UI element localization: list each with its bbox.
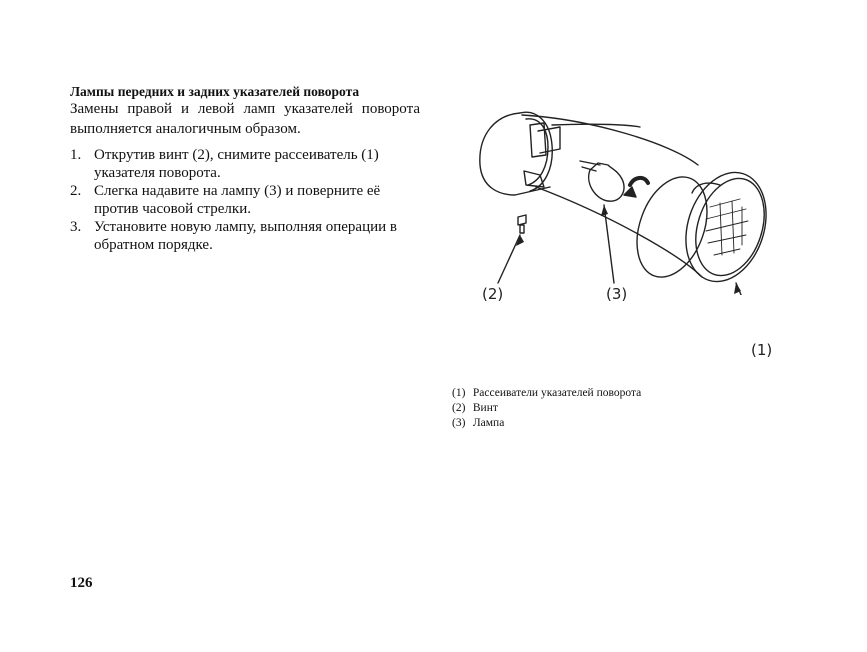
legend-text: Лампа bbox=[472, 417, 505, 429]
callout-lens-label: (1) bbox=[751, 341, 773, 359]
legend-number: (1) bbox=[452, 387, 466, 399]
legend-text: Винт bbox=[472, 402, 498, 414]
housing-shell-icon bbox=[480, 113, 550, 195]
step-number: 2. bbox=[70, 183, 82, 199]
legend-text: Рассеиватели указателей поворота bbox=[472, 387, 642, 399]
step-text: Открутив винт (2), снимите рассеиватель (1) указателя поворота. bbox=[94, 147, 379, 181]
rotate-arrow-icon bbox=[624, 187, 636, 197]
step-item bbox=[70, 146, 420, 182]
turn-signal-illustration bbox=[440, 95, 800, 359]
instruction-steps bbox=[70, 146, 420, 254]
intro-paragraph: Замены правой и левой ламп указателей поворота выполняется аналогичным образом. bbox=[70, 101, 420, 137]
callout-bulb-label: (3) bbox=[606, 285, 628, 303]
legend-number: (3) bbox=[452, 417, 466, 429]
step-text: Слегка надавите на лампу (3) и поверните её против часовой стрелки. bbox=[94, 183, 381, 217]
page-number: 126 bbox=[70, 575, 93, 591]
turn-signal-exploded-drawing bbox=[440, 95, 800, 295]
bulb-icon bbox=[589, 163, 624, 201]
legend-item bbox=[452, 401, 641, 416]
screw-icon bbox=[518, 215, 526, 225]
leader-line-screw bbox=[498, 235, 520, 283]
step-number: 1. bbox=[70, 147, 82, 163]
section-heading: Лампы передних и задних указателей поворота bbox=[70, 84, 360, 99]
leader-line-bulb bbox=[604, 205, 614, 283]
legend-item bbox=[452, 416, 641, 431]
legend-item bbox=[452, 386, 641, 401]
step-number: 3. bbox=[70, 219, 82, 235]
step-item bbox=[70, 218, 420, 254]
figure-legend bbox=[452, 386, 641, 431]
legend-number: (2) bbox=[452, 402, 466, 414]
step-text: Установите новую лампу, выполняя операции в обратном порядке. bbox=[94, 219, 397, 253]
step-item bbox=[70, 182, 420, 218]
callout-screw-label: (2) bbox=[482, 285, 504, 303]
